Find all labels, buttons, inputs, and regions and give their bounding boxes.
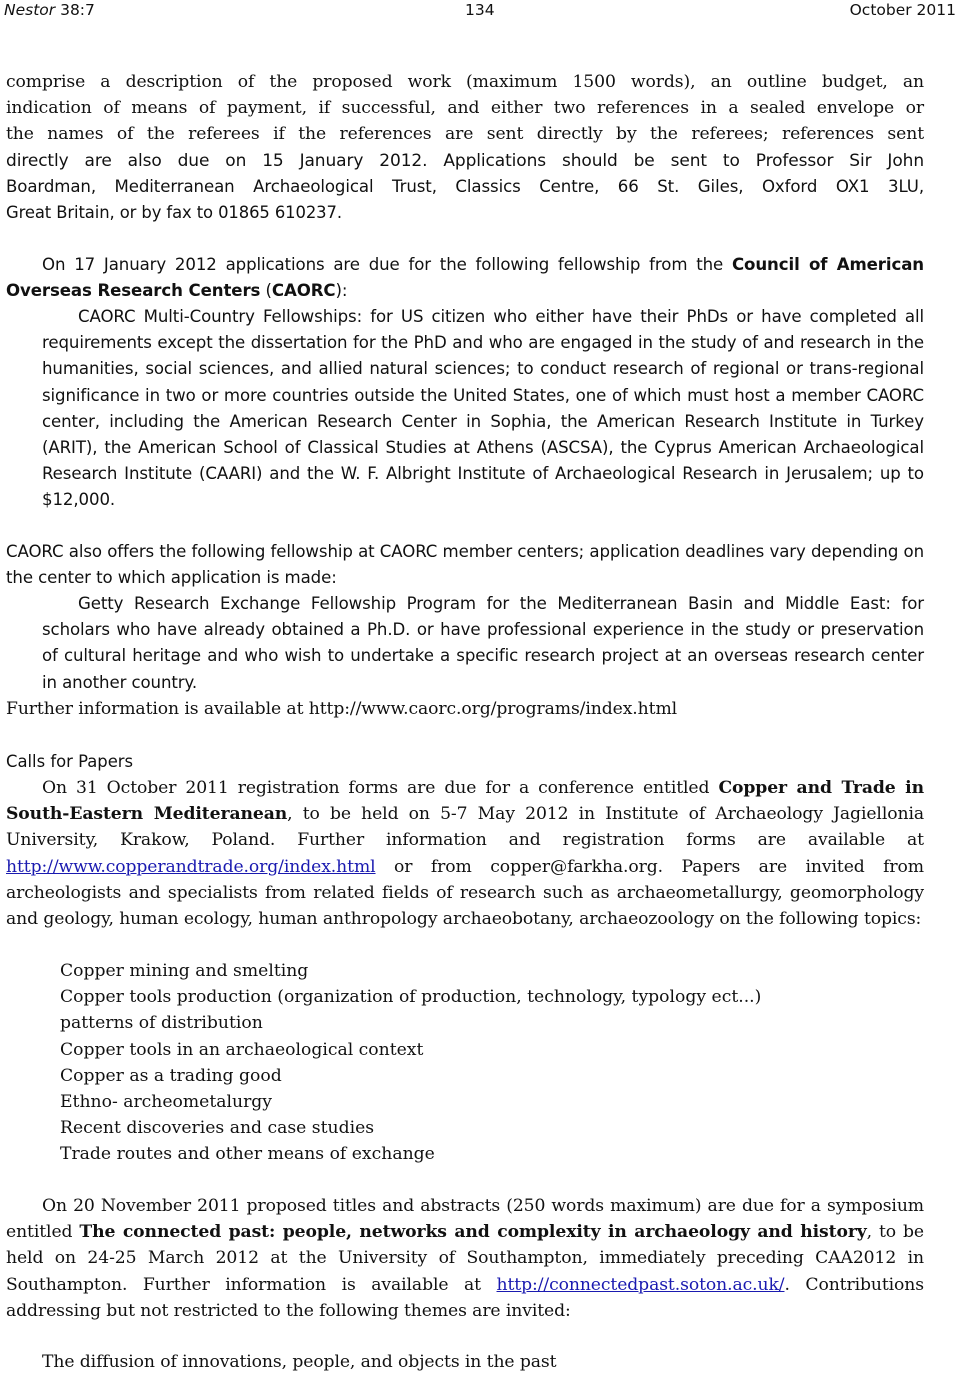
issue-date: October 2011 bbox=[849, 1, 956, 19]
topics-list bbox=[60, 958, 761, 1168]
symposium-title: The connected past: people, networks and complexity in archaeology and history bbox=[79, 1222, 867, 1243]
list-item: Ethno- archeometalurgy bbox=[60, 1092, 273, 1113]
conference-link[interactable]: http://www.copperandtrade.org/index.html bbox=[6, 856, 376, 877]
volume-number: 38:7 bbox=[60, 1, 95, 19]
page-header bbox=[0, 0, 960, 20]
paragraph-line: directly are also due on 15 January 2012. Applications should be sent to Professor Sir John bbox=[6, 150, 924, 171]
copper-conference-paragraph bbox=[6, 775, 924, 932]
organization-acronym: CAORC bbox=[271, 281, 336, 301]
paragraph-line: Great Britain, or by fax to 01865 610237. bbox=[6, 203, 342, 223]
list-item: patterns of distribution bbox=[60, 1013, 263, 1034]
journal-name: Nestor bbox=[4, 1, 56, 19]
section-heading: Calls for Papers bbox=[6, 752, 134, 771]
list-item: Copper tools production (organization of production, technology, typology ect...) bbox=[60, 987, 762, 1008]
paragraph-line: comprise a description of the proposed work (maximum 1500 words), an outline budget, an bbox=[6, 72, 924, 92]
intro-text: ): bbox=[335, 281, 348, 301]
list-item: Copper mining and smelting bbox=[60, 961, 309, 981]
caorc-fellowship-item: CAORC Multi-Country Fellowships: for US citizen who either have their PhDs or have completed all requirements except the dissertation for the PhD and who are engaged in the study of and research in the humanities, social sciences, and allied natural sciences; to conduct research of regional or trans-regional significance in two or more countries outside the United States, one of which must host a member CAORC center, including the American Research Center in Sophia, the American Research Institute in Turkey (ARIT), the American School of Classical Studies at Athens (ASCSA), the Cyprus American Archaeological Research Institute (CAARI) and the W. F. Albright Institute of Archaeological Research in Jerusalem; up to $12,000. bbox=[42, 307, 924, 510]
paragraph-line: the names of the referees if the references are sent directly by the referees; references sent bbox=[6, 124, 924, 145]
organization-name: Council of American Overseas Research Centers bbox=[6, 255, 925, 301]
caorc-offer-intro: CAORC also offers the following fellowship at CAORC member centers; application deadlines vary depending on the center to which application is made: bbox=[6, 542, 924, 588]
list-item: Trade routes and other means of exchange bbox=[60, 1144, 435, 1165]
list-item: Recent discoveries and case studies bbox=[60, 1118, 375, 1139]
paragraph-text: or from copper@farkha.org. Papers are invited from archeologists and specialists from related fields of research such as archaeometallurgy, geomorphology and geology, human ecology, human anthropology archaeobotany, archaeozoology on the following topics: bbox=[6, 856, 924, 930]
paragraph-line: Boardman, Mediterranean Archaeological Trust, Classics Centre, 66 St. Giles, Oxford OX1 3LU, bbox=[6, 176, 924, 196]
journal-volume bbox=[4, 0, 95, 20]
list-item: Copper tools in an archaeological context bbox=[60, 1039, 424, 1060]
conference-title: Copper and Trade in South-Eastern Mediteranean bbox=[6, 778, 924, 825]
caorc-intro bbox=[6, 252, 924, 304]
paragraph-text: , to be held on 24-25 March 2012 at the University of Southampton, immediately preceding CAA2012 in Southampton. Further information is available at bbox=[6, 1222, 925, 1295]
paragraph-text: On 20 November 2011 proposed titles and abstracts (250 words maximum) are due for a symposium entitled bbox=[6, 1196, 924, 1243]
paragraph-text: On 31 October 2011 registration forms are due for a conference entitled bbox=[42, 778, 719, 798]
connected-past-paragraph bbox=[6, 1193, 924, 1324]
paragraph-text: , to be held on 5-7 May 2012 in Institute of Archaeology Jagiellonia University, Krakow, Poland. Further information and registration forms are available at bbox=[6, 804, 924, 851]
symposium-link[interactable]: http://connectedpast.soton.ac.uk/ bbox=[496, 1274, 785, 1295]
list-item: Copper as a trading good bbox=[60, 1065, 282, 1086]
intro-text: On 17 January 2012 applications are due for the following fellowship from the bbox=[42, 255, 732, 274]
paragraph-text: . Contributions addressing but not restricted to the following themes are invited: bbox=[6, 1274, 924, 1321]
paragraph-line: indication of means of payment, if successful, and either two references in a sealed envelope or bbox=[6, 98, 924, 119]
continuation-paragraph bbox=[6, 69, 924, 226]
intro-text: ( bbox=[260, 281, 272, 301]
getty-fellowship-item: Getty Research Exchange Fellowship Program for the Mediterranean Basin and Middle East: for scholars who have already obtained a Ph.D. or have professional experience in the study or preservation of cultural heritage and who wish to undertake a specific research project at an overseas research center in another country. bbox=[42, 594, 924, 692]
page-number: 134 bbox=[465, 1, 495, 19]
further-information: Further information is available at http://www.caorc.org/programs/index.html bbox=[6, 699, 678, 719]
theme-item: The diffusion of innovations, people, and objects in the past bbox=[42, 1352, 557, 1372]
